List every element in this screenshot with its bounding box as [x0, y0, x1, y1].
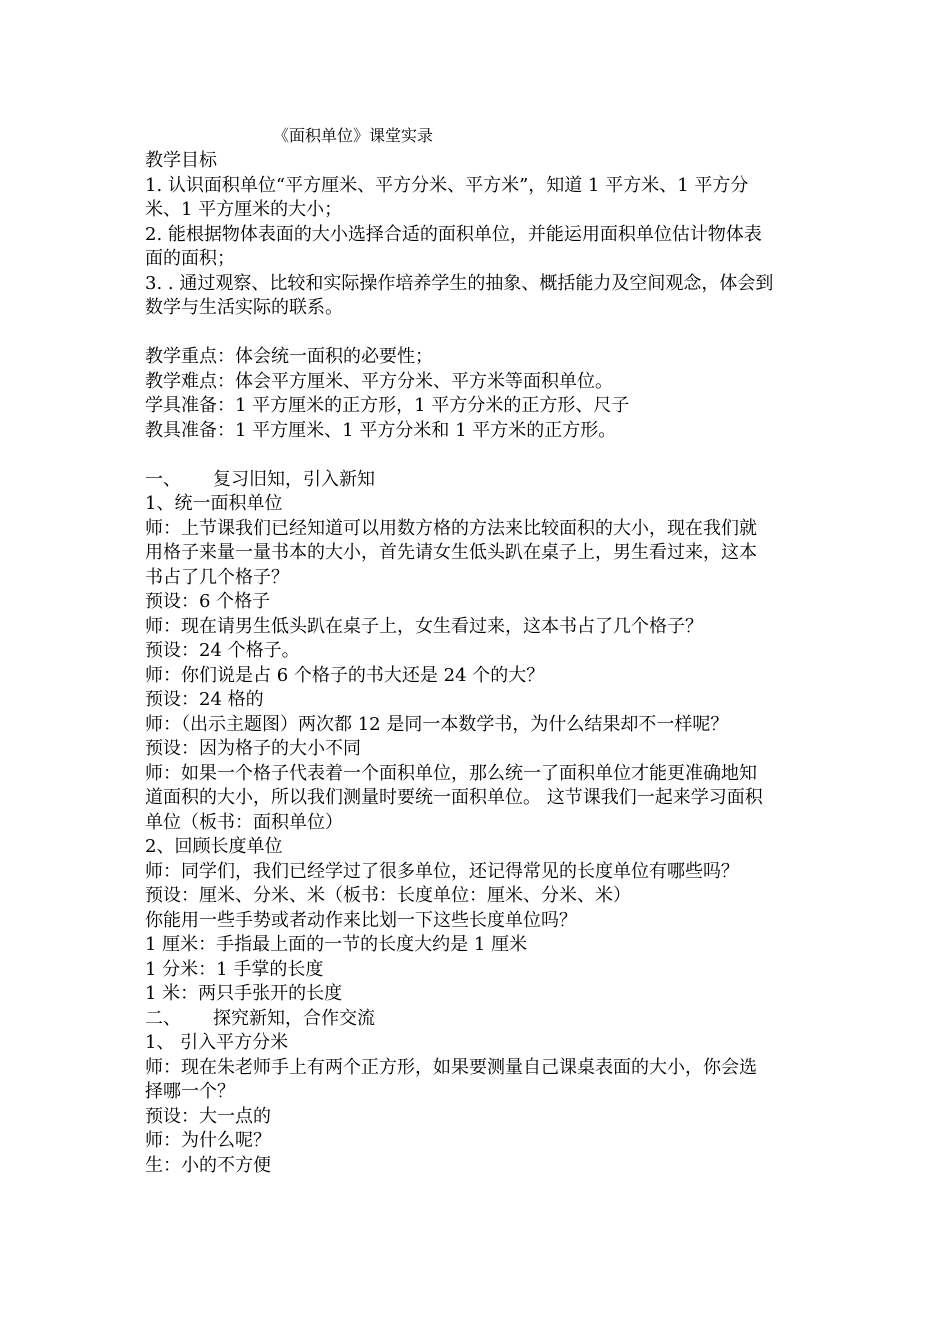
body-line: 师：上节课我们已经知道可以用数方格的方法来比较面积的大小，现在我们就 [145, 517, 757, 539]
body-line: 师：同学们，我们已经学过了很多单位，还记得常见的长度单位有哪些吗？ [145, 860, 739, 882]
section-number: 一、 [145, 468, 181, 490]
body-line: 2、回顾长度单位 [145, 836, 283, 857]
objective-line: 3. . 通过观察、比较和实际操作培养学生的抽象、概括能力及空间观念，体会到 [145, 272, 774, 294]
key-point-line: 学具准备：1 平方厘米的正方形，1 平方分米的正方形、尺子 [145, 395, 630, 416]
section-title: 探究新知，合作交流 [213, 1007, 375, 1029]
body-line: 师：（出示主题图）两次都 12 是同一本数学书，为什么结果却不一样呢？ [145, 713, 729, 735]
blank-line [145, 443, 810, 468]
document-title: 《面积单位》课堂实录 [273, 126, 434, 145]
blank-line [145, 321, 810, 346]
body-line: 道面积的大小，所以我们测量时要统一面积单位。 这节课我们一起来学习面积 [145, 787, 763, 808]
body-line: 1 分米：1 手掌的长度 [145, 958, 324, 980]
body-line: 师：你们说是占 6 个格子的书大还是 24 个的大？ [145, 664, 545, 686]
objective-line: 2. 能根据物体表面的大小选择合适的面积单位，并能运用面积单位估计物体表 [145, 223, 762, 245]
objective-line: 数学与生活实际的联系。 [145, 297, 343, 318]
section-heading-1 [145, 468, 810, 493]
body-line: 预设：24 格的 [145, 689, 264, 710]
body-line: 师：如果一个格子代表着一个面积单位，那么统一了面积单位才能更准确地知 [145, 762, 757, 784]
body-line: 书占了几个格子？ [145, 566, 289, 588]
body-line: 师：现在朱老师手上有两个正方形，如果要测量自己课桌表面的大小，你会选 [145, 1056, 757, 1078]
body-line: 1 厘米：手指最上面的一节的长度大约是 1 厘米 [145, 934, 528, 955]
body-line: 1、 引入平方分米 [145, 1032, 289, 1053]
objective-line: 面的面积； [145, 248, 235, 269]
body-line: 你能用一些手势或者动作来比划一下这些长度单位吗？ [145, 909, 577, 931]
body-line: 单位（板书：面积单位） [145, 811, 343, 833]
objective-line: 1. 认识面积单位“平方厘米、平方分米、平方米”，知道 1 平方米、1 平方分 [145, 174, 749, 196]
body-line: 预设：24 个格子。 [145, 640, 300, 661]
body-line: 1 米：两只手张开的长度 [145, 983, 343, 1004]
objective-line: 米、1 平方厘米的大小； [145, 199, 343, 220]
key-point-line: 教学难点：体会平方厘米、平方分米、平方米等面积单位。 [145, 370, 613, 392]
section-title: 复习旧知，引入新知 [213, 468, 375, 490]
objectives-heading: 教学目标 [145, 150, 217, 171]
body-line: 预设：厘米、分米、米（板书：长度单位：厘米、分米、米） [145, 885, 631, 906]
body-line: 用格子来量一量书本的大小，首先请女生低头趴在桌子上，男生看过来，这本 [145, 542, 757, 563]
section-heading-2 [145, 1007, 810, 1032]
key-point-line: 教具准备：1 平方厘米、1 平方分米和 1 平方米的正方形。 [145, 419, 617, 441]
section-number: 二、 [145, 1007, 181, 1029]
body-line: 择哪一个？ [145, 1081, 235, 1102]
body-line: 师：现在请男生低头趴在桌子上，女生看过来，这本书占了几个格子？ [145, 615, 703, 637]
body-line: 预设：因为格子的大小不同 [145, 738, 361, 759]
body-line: 师：为什么呢？ [145, 1130, 271, 1151]
document-page [145, 125, 810, 1178]
key-point-line: 教学重点：体会统一面积的必要性； [145, 346, 433, 367]
body-line: 预设：大一点的 [145, 1105, 271, 1127]
body-line: 生：小的不方便 [145, 1154, 271, 1176]
body-line: 预设：6 个格子 [145, 591, 271, 612]
body-line: 1、统一面积单位 [145, 493, 283, 514]
